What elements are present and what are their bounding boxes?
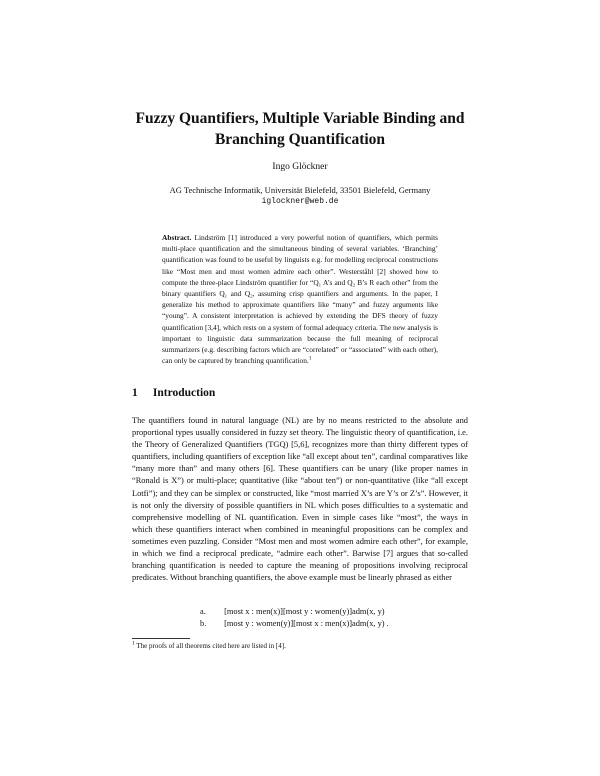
footnote-divider [132,638,190,639]
example-label: b. [200,619,207,629]
author-affiliation-block [100,184,500,208]
abstract [162,232,438,366]
footnote-text: The proofs of all theorems cited here are listed in [4]. [136,642,286,650]
example-label: a. [200,607,206,616]
section-title: Introduction [152,387,216,399]
example-b [200,618,389,630]
paper-title [100,108,500,150]
abstract-label: Abstract. [162,233,192,242]
footnote [132,642,286,650]
example-formula: [most y : women(y)][most x : men(x)]adm(x, y) . [224,619,389,629]
abstract-footnote-mark: 1 [308,355,312,362]
abstract-text: Lindström [1] introduced a very powerful notion of quantifiers, which permits multi-place quantification and the simultaneous binding of several variables. ‘Branching’ quantification was found to be useful by linguists e.g. for modelling reciprocal constructions like “Most men and most women admire each other”. Westerståhl [2] showed how to compute the three-place Lindström quantifier for “Q₁ A’s and Q₂ B’s R each other” from the binary quantifiers Q₁ and Q₂, assuming crisp quantifiers and arguments. In the paper, I generalize his method to approximate quantifiers like “many” and fuzzy arguments like “young”. A consistent interpretation is achieved by extending the DFS theory of fuzzy quantification [3,4], which rests on a system of formal adequacy criteria. The new analysis is important to linguistic data summarization because the full meaning of reciprocal summarizers (e.g. describing factors which are “correlated” or “associated” with each other), can only be captured by branching quantification. [162,233,438,366]
title-line-1: Fuzzy Quantifiers, Multiple Variable Binding and [135,110,465,127]
author-email: iglockner@web.de [261,197,339,206]
section-heading [132,387,215,399]
title-line-2: Branching Quantification [214,131,386,148]
affiliation: AG Technische Informatik, Universität Bielefeld, 33501 Bielefeld, Germany [169,185,431,195]
author-name: Ingo Glöckner [272,162,328,172]
body-text: The quantifiers found in natural language (NL) are by no means restricted to the absolute and proportional types usually considered in fuzzy set theory. The linguistic theory of quantification, i.e. the Theory of Generalized Quantifiers (TGQ) [5,6], recognizes more than thirty different types of quantifiers, including quantifiers of exception like “all except about ten”, cardinal comparatives like “many more than” and many others [6]. These quantifiers can be unary (like proper names in “Ronald is X”) or multi-place; quantitative (like “about ten”) or non-quantitative (like “all except Lotfi”); and they can be simplex or constructed, like “most married X’s are Y’s or Z’s”. However, it is not only the diversity of possible quantifiers in NL which poses difficulties to a systematic and comprehensive modelling of NL quantification. Even in simple cases like “most”, the ways in which these quantifiers interact when combined in meaningful propositions can be complex and sometimes even puzzling. Consider “Most men and most women admire each other”, for example, in which we find a reciprocal predicate, “admire each other”. Barwise [7] argues that so-called branching quantification is needed to capture the meaning of propositions involving reciprocal predicates. Without branching quantifiers, the above example must be linearly phrased as either [132,416,468,583]
example-formula: [most x : men(x)][most y : women(y)]adm(x, y) [224,607,385,616]
body-paragraph [132,415,468,584]
footnote-mark: 1 [132,640,135,647]
example-a [200,606,389,618]
example-list [200,606,389,630]
section-number: 1 [132,387,138,399]
